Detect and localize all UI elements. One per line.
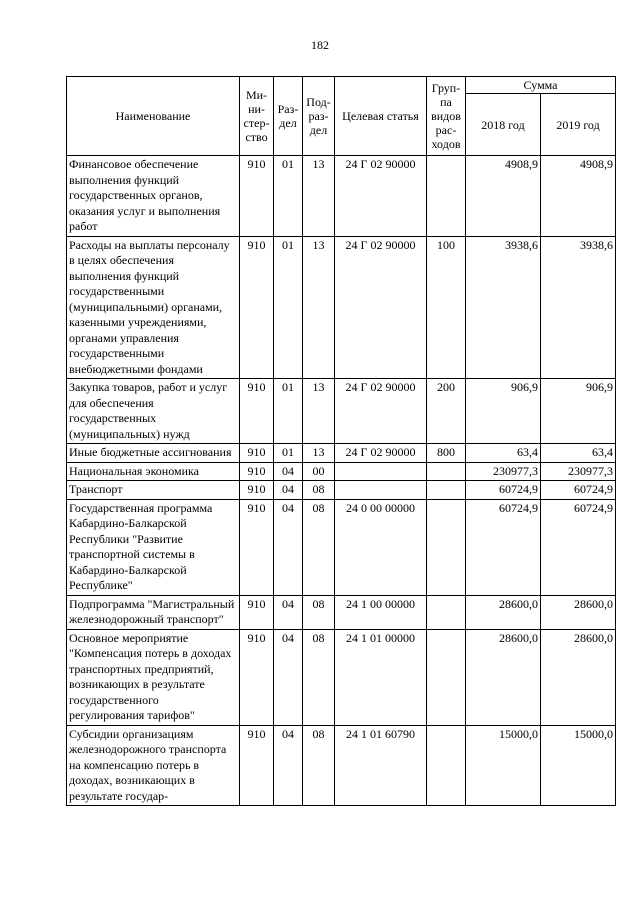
cell-sum-2018: 28600,0: [466, 629, 541, 725]
cell-ministry: 910: [240, 499, 274, 595]
cell-name: Основное мероприятие "Компенсация потерь в доходах транспортных предприятий, возникающих в результате государственного регулирования тарифов": [67, 629, 240, 725]
cell-sum-2019: 63,4: [541, 444, 616, 463]
cell-name: Подпрограмма "Магистральный железнодорожный транспорт": [67, 595, 240, 629]
cell-section: 01: [274, 156, 303, 237]
header-group: Груп-па видов рас-ходов: [427, 77, 466, 156]
table-row: [67, 725, 616, 806]
cell-subsection: 08: [303, 725, 335, 806]
header-section: Раз-дел: [274, 77, 303, 156]
cell-group: 800: [427, 444, 466, 463]
cell-article: 24 Г 02 90000: [335, 379, 427, 444]
cell-group: [427, 462, 466, 481]
cell-ministry: 910: [240, 444, 274, 463]
cell-ministry: 910: [240, 481, 274, 500]
cell-sum-2018: 4908,9: [466, 156, 541, 237]
header-year-2018: 2018 год: [466, 94, 541, 156]
cell-ministry: 910: [240, 462, 274, 481]
table-body: [67, 156, 616, 806]
cell-group: 200: [427, 379, 466, 444]
cell-ministry: 910: [240, 156, 274, 237]
cell-section: 04: [274, 462, 303, 481]
cell-subsection: 00: [303, 462, 335, 481]
cell-sum-2018: 906,9: [466, 379, 541, 444]
cell-subsection: 08: [303, 595, 335, 629]
table-row: [67, 499, 616, 595]
cell-section: 04: [274, 629, 303, 725]
table-header-row: [67, 77, 616, 94]
cell-sum-2018: 60724,9: [466, 481, 541, 500]
cell-subsection: 13: [303, 236, 335, 379]
cell-name: Государственная программа Кабардино-Балкарской Республики "Развитие транспортной системы в Кабардино-Балкарской Республике": [67, 499, 240, 595]
cell-subsection: 08: [303, 481, 335, 500]
cell-subsection: 13: [303, 379, 335, 444]
page-number: 182: [311, 38, 329, 52]
cell-name: Транспорт: [67, 481, 240, 500]
cell-ministry: 910: [240, 236, 274, 379]
cell-name: Финансовое обеспечение выполнения функций государственных органов, оказания услуг и выполнения работ: [67, 156, 240, 237]
header-name: Наименование: [67, 77, 240, 156]
table-row: [67, 444, 616, 463]
cell-sum-2018: 63,4: [466, 444, 541, 463]
cell-group: 100: [427, 236, 466, 379]
cell-article: [335, 462, 427, 481]
cell-sum-2019: 60724,9: [541, 499, 616, 595]
cell-group: [427, 629, 466, 725]
header-year-2019: 2019 год: [541, 94, 616, 156]
cell-article: 24 Г 02 90000: [335, 236, 427, 379]
cell-sum-2019: 28600,0: [541, 629, 616, 725]
cell-article: 24 Г 02 90000: [335, 156, 427, 237]
table-row: [67, 236, 616, 379]
header-sum: Сумма: [466, 77, 616, 94]
cell-subsection: 08: [303, 629, 335, 725]
header-subsection: Под-раз-дел: [303, 77, 335, 156]
cell-section: 04: [274, 595, 303, 629]
cell-group: [427, 725, 466, 806]
cell-name: Расходы на выплаты персоналу в целях обеспечения выполнения функций государственными (муниципальными) органами, казенными учреждениями, органами управления государственными внебюджетными фондами: [67, 236, 240, 379]
table-row: [67, 379, 616, 444]
table-row: [67, 595, 616, 629]
cell-article: 24 1 00 00000: [335, 595, 427, 629]
cell-subsection: 08: [303, 499, 335, 595]
header-ministry: Ми-ни-стер-ство: [240, 77, 274, 156]
cell-name: Субсидии организациям железнодорожного транспорта на компенсацию потерь в доходах, возникающих в результате государ-: [67, 725, 240, 806]
cell-group: [427, 156, 466, 237]
cell-sum-2019: 60724,9: [541, 481, 616, 500]
cell-sum-2019: 3938,6: [541, 236, 616, 379]
cell-group: [427, 595, 466, 629]
header-article: Целевая статья: [335, 77, 427, 156]
cell-sum-2019: 906,9: [541, 379, 616, 444]
cell-sum-2018: 60724,9: [466, 499, 541, 595]
table-row: [67, 156, 616, 237]
cell-sum-2019: 15000,0: [541, 725, 616, 806]
cell-article: 24 Г 02 90000: [335, 444, 427, 463]
cell-subsection: 13: [303, 444, 335, 463]
cell-section: 01: [274, 236, 303, 379]
cell-name: Закупка товаров, работ и услуг для обеспечения государственных (муниципальных) нужд: [67, 379, 240, 444]
cell-group: [427, 499, 466, 595]
cell-ministry: 910: [240, 629, 274, 725]
cell-ministry: 910: [240, 379, 274, 444]
cell-section: 01: [274, 444, 303, 463]
table-row: [67, 481, 616, 500]
cell-ministry: 910: [240, 725, 274, 806]
cell-sum-2018: 15000,0: [466, 725, 541, 806]
cell-sum-2019: 28600,0: [541, 595, 616, 629]
cell-sum-2019: 4908,9: [541, 156, 616, 237]
cell-section: 04: [274, 725, 303, 806]
cell-sum-2018: 230977,3: [466, 462, 541, 481]
cell-name: Национальная экономика: [67, 462, 240, 481]
cell-sum-2018: 3938,6: [466, 236, 541, 379]
cell-group: [427, 481, 466, 500]
table-row: [67, 629, 616, 725]
table-row: [67, 462, 616, 481]
cell-sum-2019: 230977,3: [541, 462, 616, 481]
cell-article: 24 0 00 00000: [335, 499, 427, 595]
cell-ministry: 910: [240, 595, 274, 629]
cell-article: 24 1 01 00000: [335, 629, 427, 725]
cell-section: 04: [274, 499, 303, 595]
budget-table: [66, 76, 616, 806]
cell-sum-2018: 28600,0: [466, 595, 541, 629]
cell-section: 01: [274, 379, 303, 444]
cell-article: [335, 481, 427, 500]
cell-subsection: 13: [303, 156, 335, 237]
cell-name: Иные бюджетные ассигнования: [67, 444, 240, 463]
cell-article: 24 1 01 60790: [335, 725, 427, 806]
cell-section: 04: [274, 481, 303, 500]
